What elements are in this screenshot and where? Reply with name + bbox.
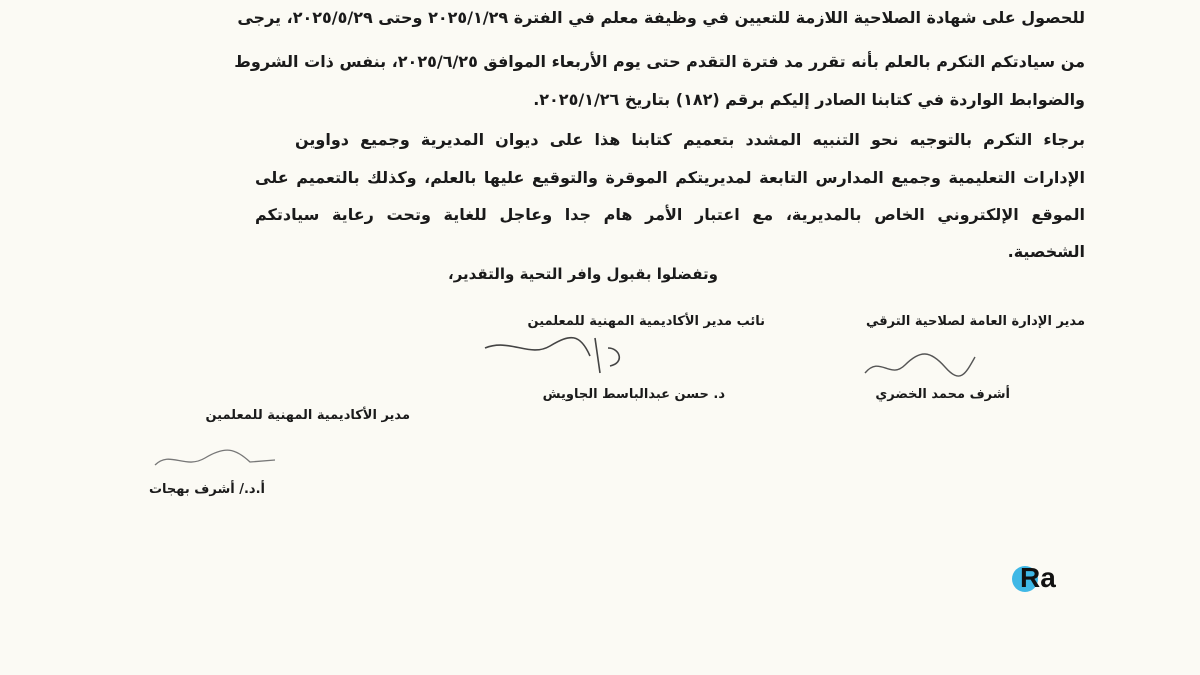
- body-line: للحصول على شهادة الصلاحية اللازمة للتعيين في وظيفة معلم في الفترة ٢٠٢٥/١/٢٩ وحتى ٢٠٢٥/٥/٢٩، يرجى: [237, 8, 1085, 27]
- body-line: الشخصية.: [1007, 242, 1085, 261]
- signature-scribble: [860, 345, 980, 385]
- body-line: برجاء التكرم بالتوجيه نحو التنبيه المشدد بتعميم كتابنا هذا على ديوان المديرية وجميع دواوين: [295, 130, 1085, 149]
- signatory-name: د. حسن عبدالباسط الجاويش: [542, 387, 725, 402]
- body-line: الموقع الإلكتروني الخاص بالمديرية، مع اعتبار الأمر هام جدا وعاجل للغاية وتحت رعاية سيادتكم: [255, 205, 1085, 224]
- signatory-title: نائب مدير الأكاديمية المهنية للمعلمين: [527, 314, 765, 329]
- body-line: والضوابط الواردة في كتابنا الصادر إليكم برقم (١٨٢) بتاريخ ٢٠٢٥/١/٢٦.: [533, 90, 1085, 109]
- signature-scribble: [150, 440, 280, 475]
- signatory-title: مدير الأكاديمية المهنية للمعلمين: [205, 408, 410, 423]
- signatory-name: أ.د./ أشرف بهجات: [148, 482, 265, 497]
- logo-text: Ra: [1020, 562, 1056, 593]
- signatory-name: أشرف محمد الخضري: [875, 387, 1010, 402]
- signatory-title: مدير الإدارة العامة لصلاحية الترقي: [865, 314, 1085, 329]
- body-line: الإدارات التعليمية وجميع المدارس التابعة لمديريتكم الموقرة والتوقيع عليها بالعلم، وكذلك بالتعميم على: [255, 168, 1085, 187]
- closing-greeting: وتفضلوا بقبول وافر التحية والتقدير،: [448, 265, 718, 283]
- signature-scribble: [480, 328, 630, 383]
- watermark-logo: [1012, 560, 1092, 600]
- body-line: من سيادتكم التكرم بالعلم بأنه تقرر مد فترة التقدم حتى يوم الأربعاء الموافق ٢٠٢٥/٦/٢٥، بنفس ذات الشروط: [234, 52, 1085, 71]
